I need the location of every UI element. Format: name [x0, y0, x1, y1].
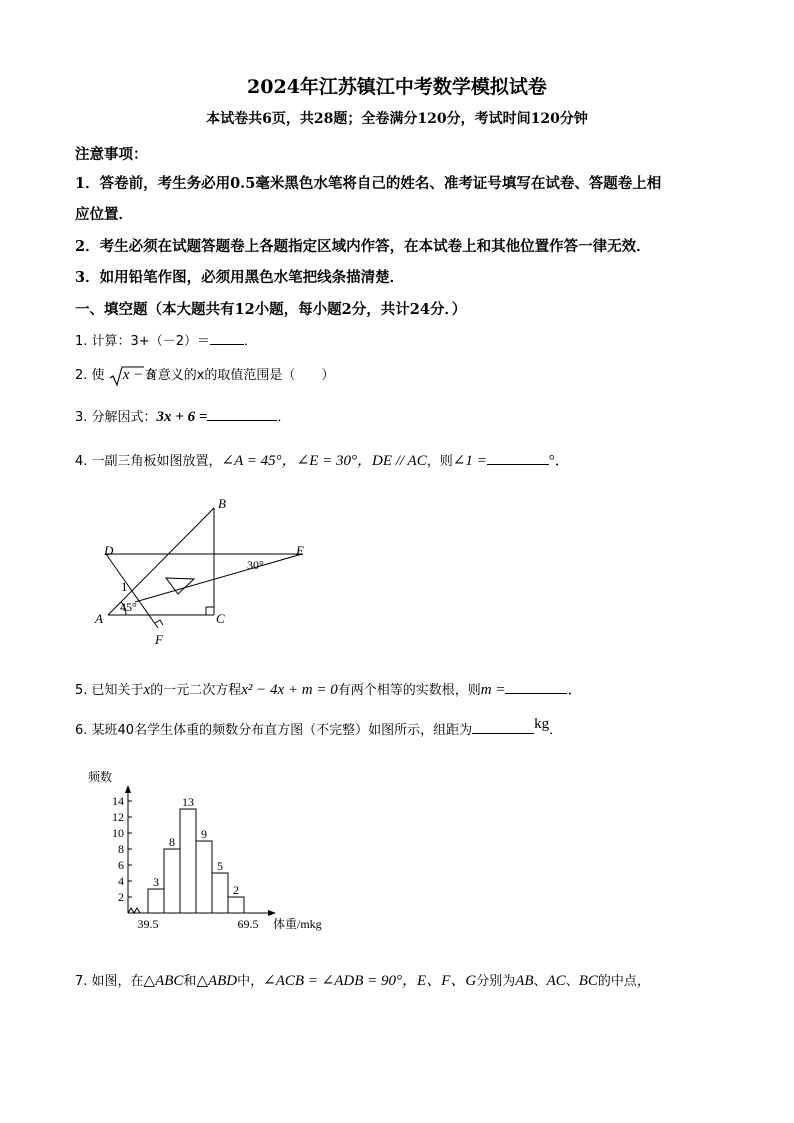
histogram-bar: [196, 841, 212, 913]
y-tick-label: 2: [118, 890, 124, 904]
answer-blank: [472, 720, 534, 734]
bar-value-label: 5: [217, 859, 223, 873]
answer-blank: [487, 451, 549, 465]
right-angle-f: [155, 620, 163, 625]
question-4: 4. 一副三角板如图放置，∠A = 45°，∠E = 30°，DE // AC，则∠1 = °．: [75, 453, 570, 469]
factor-expression: 3x + 6 =: [156, 409, 208, 425]
notice-heading: 注意事项：: [75, 146, 148, 163]
page-subtitle: 本试卷共6页，共28题；全卷满分120分，考试时间120分钟: [206, 111, 588, 127]
y-tick-label: 12: [112, 810, 124, 824]
y-axis-label: 频数: [88, 770, 113, 784]
answer-blank: [207, 407, 277, 421]
axis-break-icon: [128, 908, 148, 913]
histogram-bar: [148, 889, 164, 913]
histogram-bar: [228, 897, 244, 913]
quadratic-equation: x² − 4x + m = 0: [241, 682, 338, 698]
y-tick-label: 6: [118, 858, 124, 872]
label-f: F: [155, 632, 163, 647]
question-6: 6. 某班40名学生体重的频数分布直方图（不完整）如图所示，组距为 kg．: [75, 716, 563, 738]
question-2: 2. 使 x − 3有意义的x的取值范围是（ ）: [75, 364, 334, 387]
notice-item-3: 3．如用铅笔作图，必须用黑色水笔把线条描清楚．: [75, 269, 405, 286]
histogram-bar: [212, 873, 228, 913]
question-3: 3. 分解因式：3x + 6 = ．: [75, 409, 291, 425]
notice-item-1-cont: 应位置．: [75, 206, 133, 223]
bar-value-label: 2: [233, 883, 239, 897]
question-1: 1. 计算：3+（－2）＝ ．: [75, 330, 257, 349]
y-tick-label: 14: [112, 794, 124, 808]
histogram-bar: [164, 849, 180, 913]
question-7: 7. 如图，在△ABC和△ABD中，∠ACB = ∠ADB = 90°，E、F、G分别为AB、AC、BC的中点，: [75, 973, 650, 989]
radicand: x − 3: [122, 367, 155, 383]
triangle-figure: [88, 492, 318, 652]
line-ea-bottom: [135, 554, 302, 602]
line-ab: [108, 508, 214, 615]
page-title: 2024年江苏镇江中考数学模拟试卷: [247, 76, 547, 98]
label-angle-1: 1: [121, 579, 128, 594]
y-tick-label: 10: [112, 826, 124, 840]
bar-value-label: 13: [182, 795, 194, 809]
label-a: A: [95, 611, 103, 626]
x-start-label: 39.5: [137, 917, 159, 931]
label-c: C: [216, 611, 225, 626]
histogram-chart: [80, 765, 350, 940]
label-45: 45°: [120, 600, 137, 614]
x-axis-label: 体重/mkg: [273, 917, 322, 931]
x-end-label: 69.5: [237, 917, 259, 931]
y-tick-label: 8: [118, 842, 124, 856]
bar-value-label: 8: [169, 835, 175, 849]
x-axis-arrow-icon: [268, 910, 276, 916]
question-1-text: 1. 计算：3+（－2）＝: [75, 334, 210, 349]
answer-blank: [505, 680, 567, 694]
label-e: E: [296, 543, 304, 558]
label-d: D: [104, 543, 114, 558]
y-axis-arrow-icon: [125, 785, 131, 793]
section-heading: 一、填空题（本大题共有12小题，每小题2分，共计24分．）: [75, 301, 467, 318]
histogram-bar: [180, 809, 196, 913]
bar-value-label: 9: [201, 827, 207, 841]
bar-value-label: 3: [153, 875, 159, 889]
notice-item-1: 1．答卷前，考生务必用0.5毫米黑色水笔将自己的姓名、准考证号填写在试卷、答题卷上相: [75, 175, 662, 192]
label-30: 30°: [247, 558, 264, 572]
y-tick-label: 4: [118, 874, 124, 888]
right-angle-c: [206, 607, 214, 615]
question-5: 5. 已知关于x的一元二次方程x² − 4x + m = 0有两个相等的实数根，则m = ．: [75, 682, 583, 698]
notice-item-2: 2．考生必须在试题答题卷上各题指定区域内作答，在本试卷上和其他位置作答一律无效．: [75, 238, 651, 255]
answer-blank: [210, 331, 244, 345]
label-b: B: [218, 496, 226, 511]
